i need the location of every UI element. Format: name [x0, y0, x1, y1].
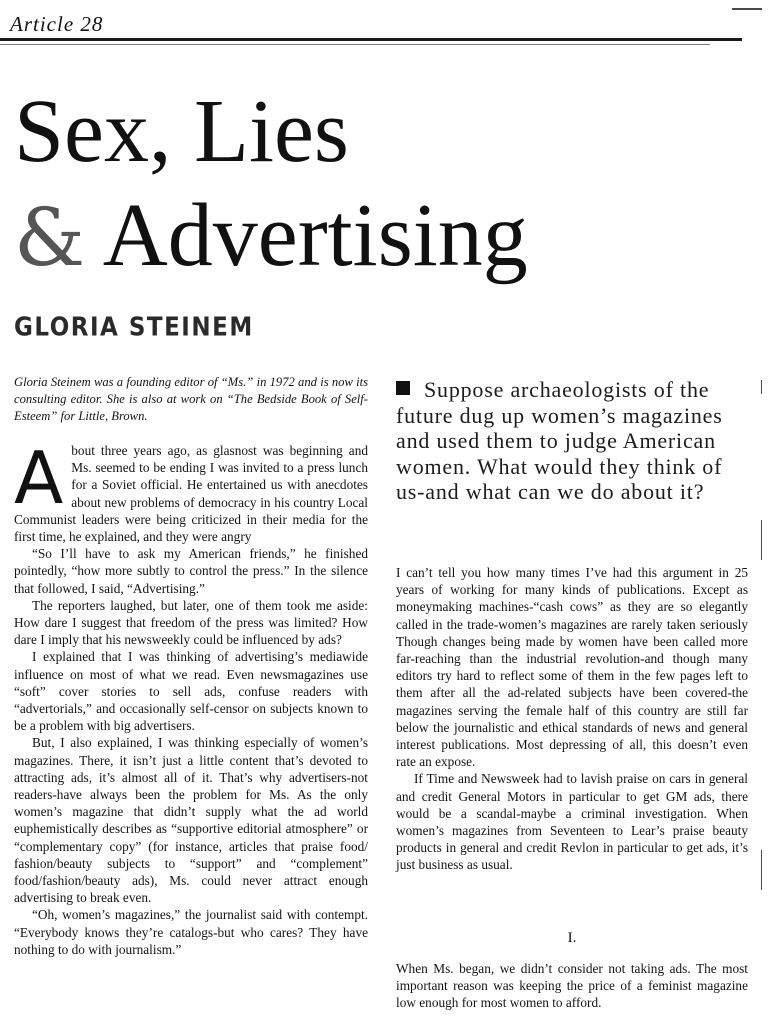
body-paragraph: I can’t tell you how many times I’ve had this argument in 25 years of working for many kinds of publications. Except as moneymaking machines-“cash cows” as they are so elegantly called in the trade-women’s magazines are rarely taken seriously Though changes being made by women have been called more far-reaching than the industrial revolution-and though many editors try hard to reflect some of them in the few pages left to them after all the ad-related subjects have been covered-the magazines serving the female half of this country are still far below the journalistic and ethical standards of news and general interest publications. Most depressing of all, this doesn’t even rate an expose. [396, 565, 748, 770]
header-rule-thin [0, 44, 710, 45]
body-paragraph: “Oh, women’s magazines,” the journalist said with contempt. “Everybody knows they’re catalogs-but who cares? They have nothing to do with journalism.” [14, 907, 368, 957]
edge-mark [761, 520, 762, 560]
header-rule [0, 38, 742, 41]
author-byline: GLORIA STEINEM [14, 313, 254, 343]
title-line-1: Sex, Lies [14, 82, 349, 181]
author-bio: Gloria Steinem was a founding editor of “Ms.” in 1972 and is now its consulting editor. She is also at work on “The Bedside Book of Self-Esteem” for Little, Brown. [14, 375, 368, 423]
edge-mark [761, 850, 762, 890]
body-paragraph: “So I’ll have to ask my American friends,” he finished pointedly, “how more subtly to control the press.” In the silence that followed, I said, “Advertising.” [14, 546, 368, 596]
article-title [14, 80, 528, 290]
body-paragraph: If Time and Newsweek had to lavish praise on cars in general and credit General Motors in particular to get GM ads, there would be a scandal-maybe a criminal investigation. When women’s magazines from Seventeen to Lear’s praise beauty products in general and credit Revlon in particular to get ads, it’s just business as usual. [396, 771, 748, 873]
pull-quote [396, 377, 740, 505]
title-line-2: Advertising [102, 186, 528, 285]
section-text [396, 960, 748, 1012]
pull-quote-text: Suppose archaeologists of the future dug up women’s magazines and used them to judge American women. What would they think of us-and what can we do about it? [396, 377, 723, 504]
drop-cap: A [14, 436, 64, 520]
body-column-right [396, 564, 748, 874]
body-paragraph: bout three years ago, as glasnost was beginning and Ms. seemed to be ending I was invited to a press lunch for a Soviet official. He entertained us with anecdotes about new problems of democracy in his country Local Communist leaders were being criticized in their media for the first time, he explained, and they were angry [14, 443, 368, 545]
body-paragraph: But, I also explained, I was thinking especially of women’s magazines. There, it isn’t just a little content that’s devoted to attracting ads, it’s almost all of it. That’s why advertisers-not readers-have always been the problem for Ms. As the only women’s magazine that didn’t supply what the ad world euphemistically describes as “supportive editorial atmosphere” or “complementary copy” (for instance, articles that praise food/ fashion/beauty subjects to “support” and “complement” food/fashion/beauty ads), Ms. could never attract enough advertising to break even. [14, 735, 368, 906]
article-label: Article 28 [10, 12, 104, 36]
body-paragraph: I explained that I was thinking of advertising’s mediawide influence on most of what we read. Even newsmagazines use “soft” cover stories to sell ads, confuse readers with “advertorials,” and occasionally self-censor on subjects known to be a problem with big advertisers. [14, 649, 368, 734]
body-paragraph: The reporters laughed, but later, one of them took me aside: How dare I suggest that freedom of the press was limited? How dare I imply that his newsweekly could be influenced by ads? [14, 597, 368, 648]
body-column-left [14, 436, 368, 958]
body-paragraph: When Ms. began, we didn’t consider not taking ads. The most important reason was keeping the price of a feminist magazine low enough for most women to afford. [396, 961, 748, 1011]
section-numeral: I. [567, 930, 577, 946]
square-bullet-icon [396, 381, 410, 395]
edge-mark [732, 8, 762, 10]
title-ampersand: & [14, 191, 86, 284]
edge-mark [761, 380, 762, 394]
